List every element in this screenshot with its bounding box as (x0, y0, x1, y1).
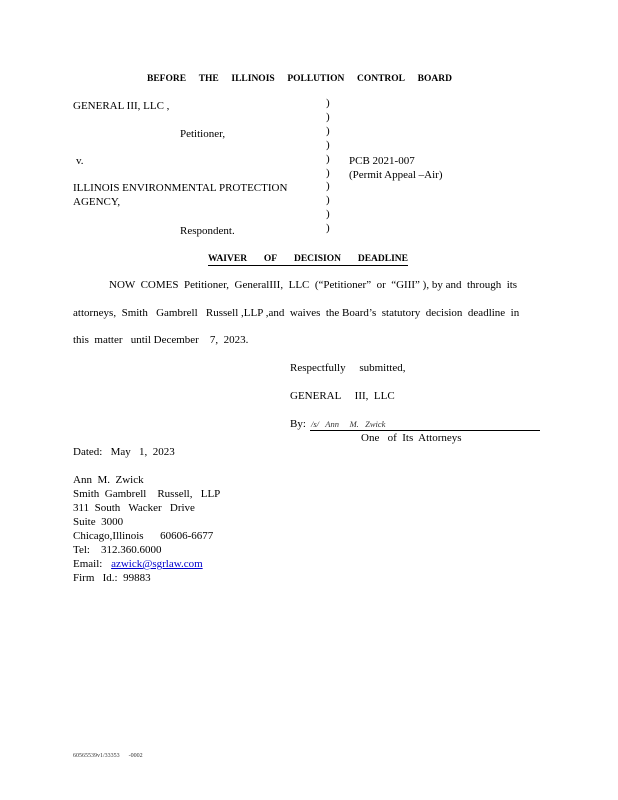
by-label: By: (290, 418, 306, 430)
telephone: Tel: 312.360.6000 (73, 544, 162, 556)
case-number: PCB 2021-007 (349, 155, 415, 167)
title-word: OF (263, 254, 278, 264)
date-line: Dated: May 1, 2023 (73, 446, 175, 458)
title-word: WAIVER (208, 254, 248, 264)
signature-text: /s/ Ann M. Zwick (311, 419, 386, 429)
heading-word: POLLUTION (287, 74, 345, 84)
attorney-contact-block (73, 473, 231, 585)
email-row (73, 557, 231, 571)
caption-parentheses (326, 97, 330, 236)
title-word: DEADLINE (357, 254, 408, 264)
heading-word: ILLINOIS (231, 74, 275, 84)
versus: v. (76, 155, 84, 167)
city-state-zip: Chicago,Illinois 60606-6677 (73, 530, 214, 542)
case-type: (Permit Appeal –Air) (349, 169, 443, 181)
signer-title: One of Its Attorneys (361, 432, 462, 444)
petitioner-role: Petitioner, (180, 128, 226, 140)
tribunal-heading (147, 74, 452, 84)
heading-word: CONTROL (356, 74, 405, 84)
attorney-name: Ann M. Zwick (73, 474, 144, 486)
respondent-name-continued: AGENCY, (73, 196, 121, 208)
document-id-footer: 60565539v1/33353 -0002 (73, 753, 143, 759)
firm-name: Smith Gambrell Russell, LLP (73, 488, 221, 500)
email-label: Email: (73, 558, 103, 570)
street-address: 311 South Wacker Drive (73, 502, 195, 514)
heading-word: THE (198, 74, 219, 84)
respondent-role: Respondent. (180, 225, 235, 237)
title-word: DECISION (293, 254, 341, 264)
closing: Respectfully submitted, (290, 362, 406, 374)
petitioner-name: GENERAL III, LLC , (73, 100, 170, 112)
respondent-name: ILLINOIS ENVIRONMENTAL PROTECTION (73, 182, 288, 194)
document-title (208, 254, 408, 266)
heading-word: BEFORE (147, 74, 187, 84)
body-line-3: this matter until December 7, 2023. (73, 334, 249, 346)
body-line-1: NOW COMES Petitioner, GeneralIII, LLC (“Petitioner” or “GIII” ), by and through its (109, 279, 518, 291)
email-link[interactable]: azwick@sgrlaw.com (111, 558, 203, 570)
heading-word: BOARD (417, 74, 452, 84)
parens-column: ) ) ) ) ) ) ) ) ) ) (326, 97, 330, 235)
suite: Suite 3000 (73, 516, 124, 528)
body-line-2: attorneys, Smith Gambrell Russell ,LLP ,and waives the Board’s statutory decision deadline in (73, 307, 520, 319)
firm-id: Firm Id.: 99883 (73, 572, 151, 584)
signature-line (310, 430, 540, 431)
signing-entity: GENERAL III, LLC (290, 390, 395, 402)
